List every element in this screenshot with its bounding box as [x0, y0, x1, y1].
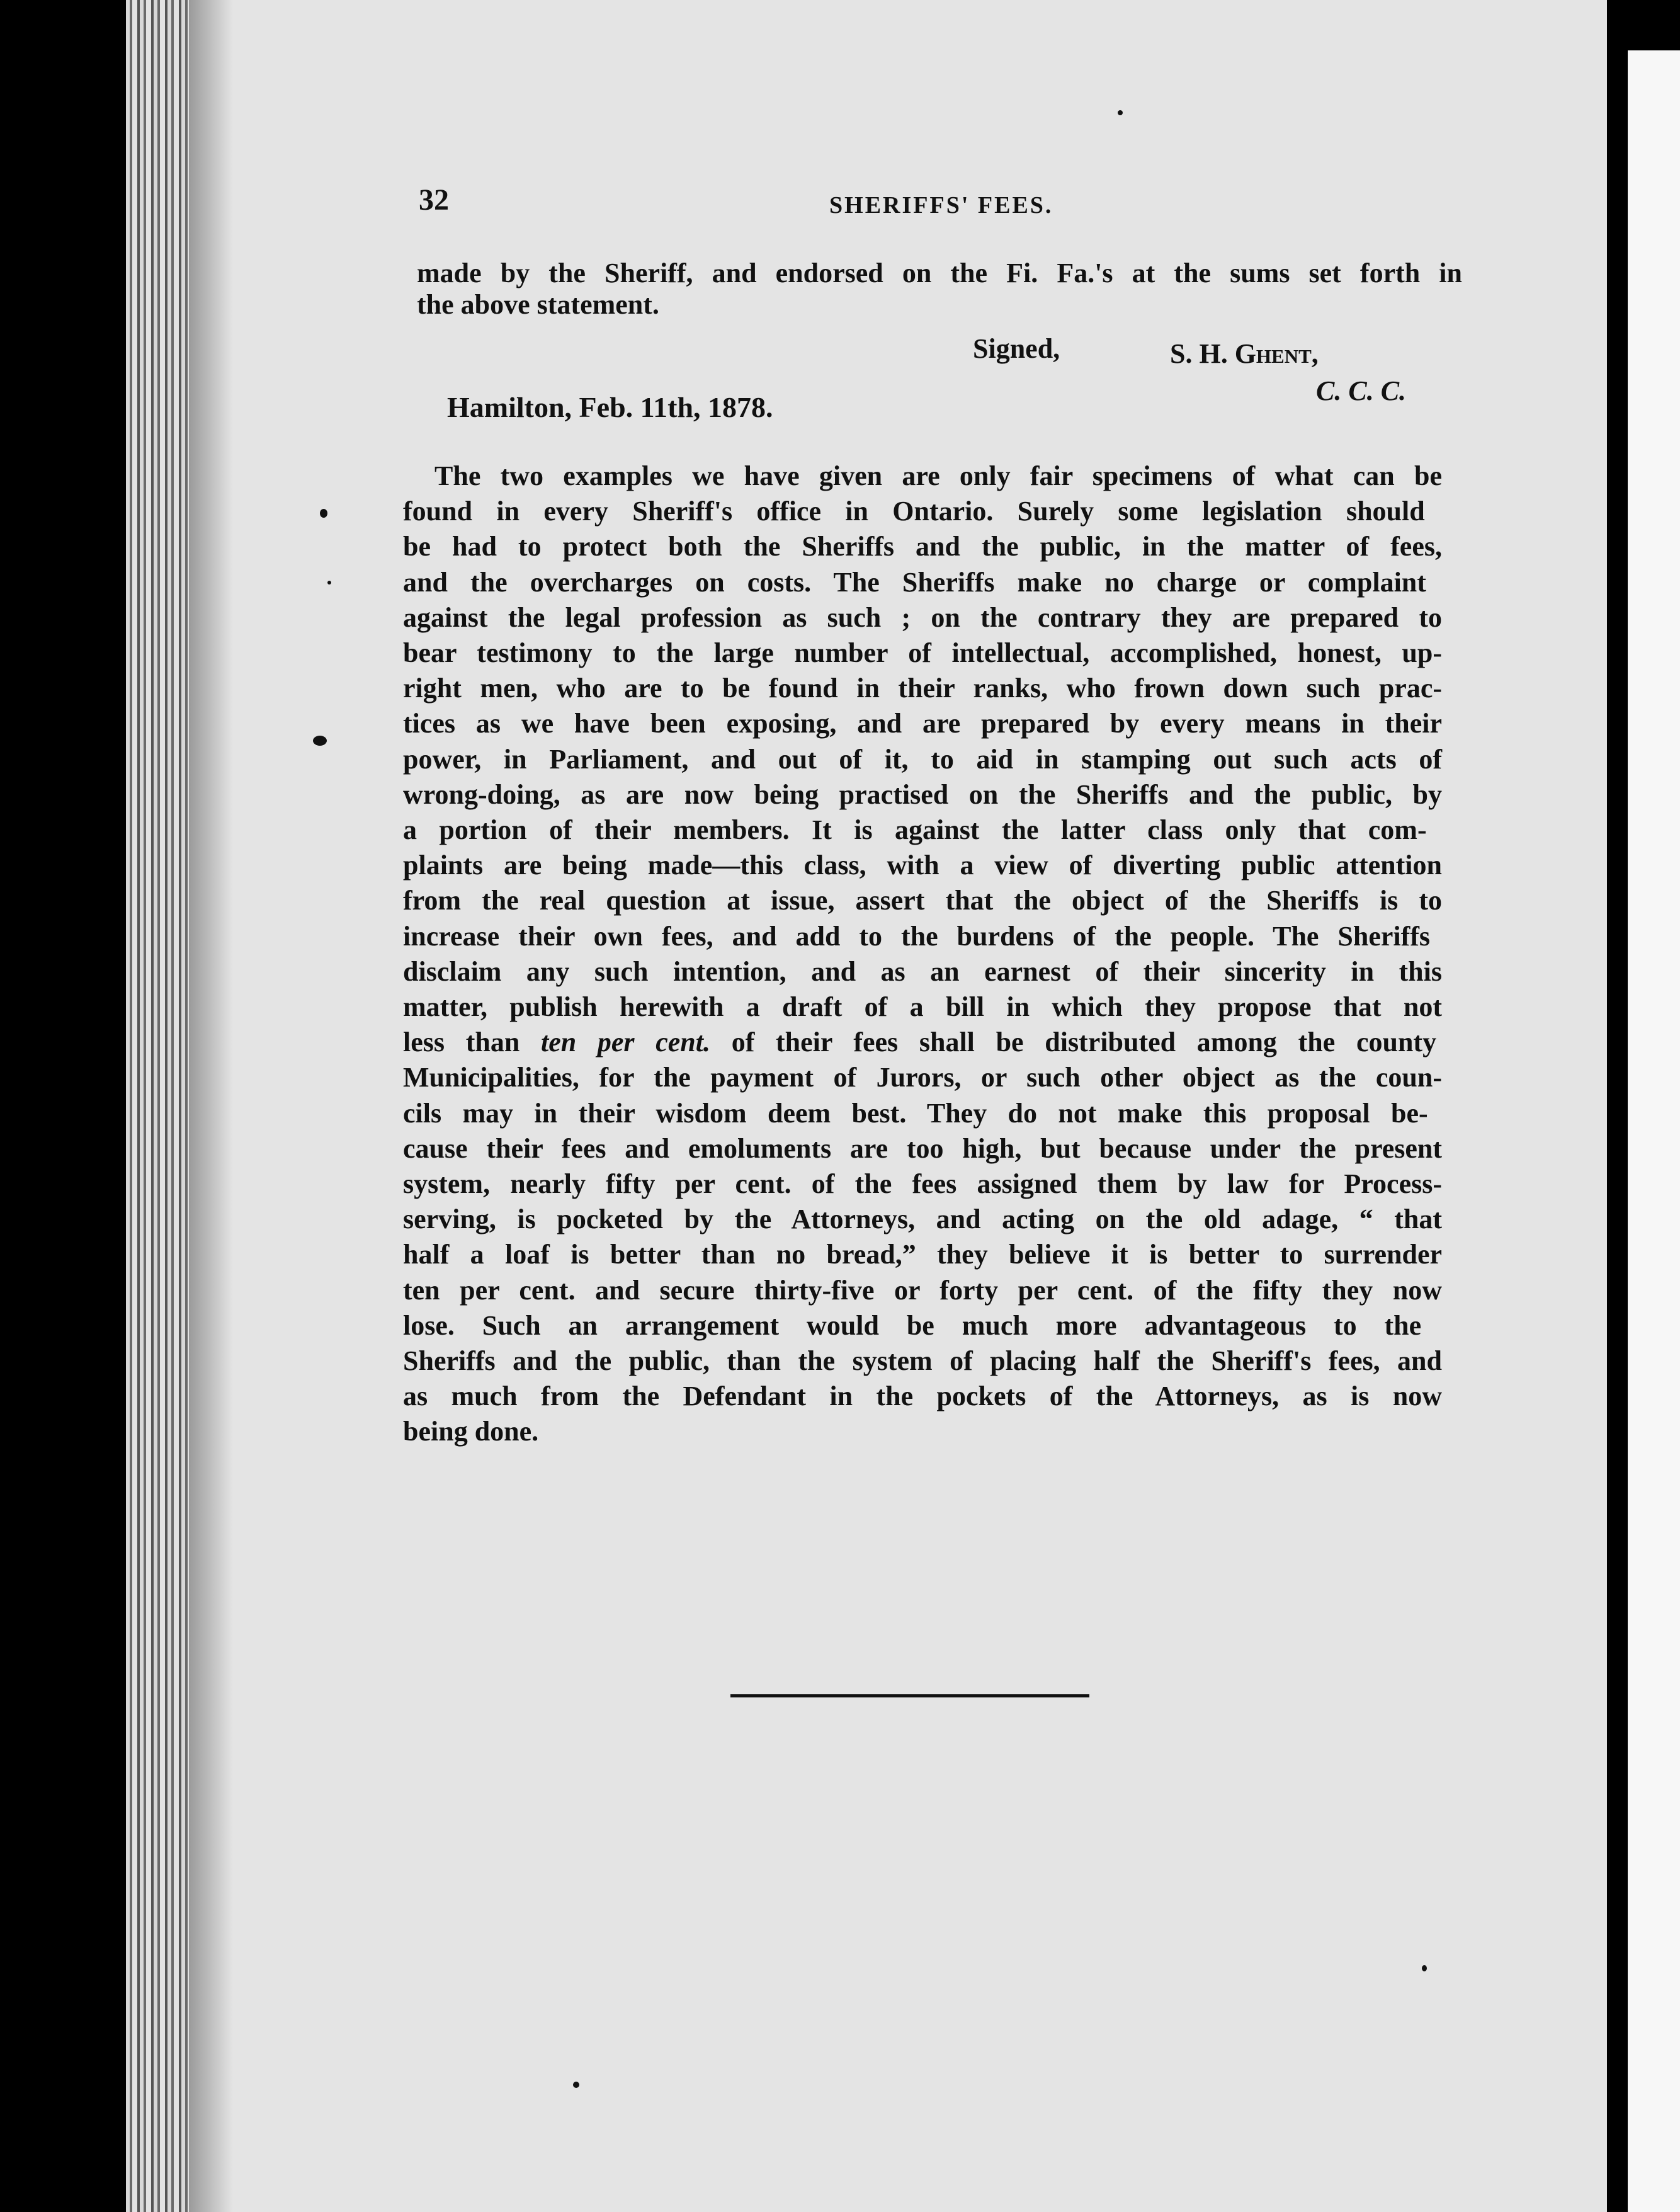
text-line: made by the Sheriff, and endorsed on the Fi. Fa.'s at the sums set forth in: [417, 258, 1462, 288]
text-line: ten per cent. and secure thirty-five or forty per cent. of the fifty they now: [403, 1274, 1442, 1306]
text-line: Sheriffs and the public, than the system of placing half the Sheriff's fees, and: [403, 1345, 1442, 1376]
text-line: The two examples we have given are only fair specimens of what can be: [434, 460, 1442, 491]
text-line: power, in Parliament, and out of it, to aid in stamping out such acts of: [403, 743, 1442, 775]
ink-speck: [320, 509, 327, 518]
text-line: a portion of their members. It is against the latter class only that com-: [403, 814, 1427, 845]
text-line: Municipalities, for the payment of Jurors, or such other object as the coun-: [403, 1062, 1442, 1093]
text-line: being done.: [403, 1416, 539, 1447]
ink-speck: [313, 736, 327, 746]
ink-speck: [1118, 110, 1123, 115]
text-line: from the real question at issue, assert that the object of the Sheriffs is to: [403, 885, 1442, 916]
gutter-shadow: [189, 0, 233, 2212]
text-line: as much from the Defendant in the pockets of the Attorneys, as is now: [403, 1381, 1442, 1412]
text-line: the above statement.: [417, 289, 659, 320]
text-line: system, nearly fifty per cent. of the fees assigned them by law for Process-: [403, 1168, 1442, 1199]
ink-speck: [1422, 1965, 1427, 1971]
text-line: half a loaf is better than no bread,” they believe it is better to surrender: [403, 1239, 1442, 1270]
text-line: serving, is pocketed by the Attorneys, and acting on the old adage, “ that: [403, 1204, 1442, 1235]
page-header: [419, 183, 1477, 220]
text-line: against the legal profession as such ; on the contrary they are prepared to: [403, 601, 1442, 633]
text-line: disclaim any such intention, and as an earnest of their sincerity in this: [403, 955, 1442, 987]
ink-speck: [573, 2082, 579, 2088]
text-line: cause their fees and emoluments are too high, but because under the present: [403, 1132, 1442, 1164]
text-line: plaints are being made—this class, with a view of diverting public attention: [403, 850, 1442, 881]
signatory-name: S. H. Ghent,: [1170, 338, 1319, 369]
text-line: increase their own fees, and add to the burdens of the people. The Sheriffs: [403, 920, 1431, 952]
text-line: tices as we have been exposing, and are prepared by every means in their: [403, 708, 1442, 739]
dateline: Hamilton, Feb. 11th, 1878.: [447, 391, 773, 423]
text-line: matter, publish herewith a draft of a bill in which they propose that not: [403, 991, 1442, 1022]
signatory-title: C. C. C.: [1316, 375, 1407, 406]
text-line: bear testimony to the large number of intellectual, accomplished, honest, up-: [403, 637, 1442, 668]
text-line: be had to protect both the Sheriffs and the public, in the matter of fees,: [403, 531, 1442, 562]
text-line: right men, who are to be found in their ranks, who frown down such prac-: [403, 673, 1442, 704]
text-line: found in every Sheriff's office in Ontario. Surely some legislation should: [403, 496, 1425, 527]
page-number: 32: [419, 183, 449, 217]
text-line: less than ten per cent. of their fees shall be distributed among the county: [403, 1027, 1437, 1058]
running-head: SHERIFFS' FEES.: [829, 192, 1053, 219]
signed-label: Signed,: [973, 333, 1060, 364]
section-rule: [730, 1694, 1089, 1697]
text-line: lose. Such an arrangement would be much more advantageous to the: [403, 1309, 1422, 1341]
text-line: wrong-doing, as are now being practised on the Sheriffs and the public, by: [403, 778, 1442, 810]
text-line: cils may in their wisdom deem best. They do not make this proposal be-: [403, 1097, 1428, 1129]
page-edge-stack: [126, 0, 189, 2212]
facing-page-sliver: [1628, 50, 1680, 2212]
ink-speck: [327, 581, 331, 584]
text-line: and the overcharges on costs. The Sheriffs make no charge or complaint: [403, 566, 1426, 598]
